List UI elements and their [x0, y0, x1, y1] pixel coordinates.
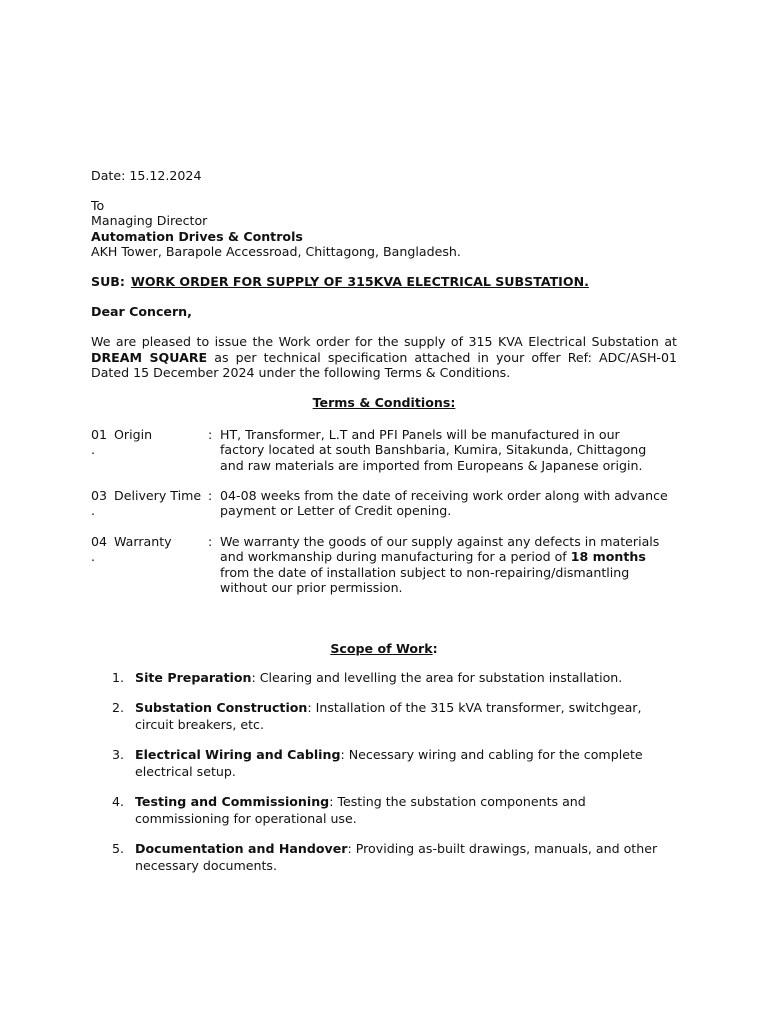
scope-item-text: : Providing as-built drawings, manuals, and other necessary documents. — [135, 840, 658, 874]
recipient-company: Automation Drives & Controls — [91, 228, 303, 244]
scope-item — [91, 840, 675, 875]
subject-text: WORK ORDER FOR SUPPLY OF 315KVA ELECTRICAL SUBSTATION. — [130, 274, 589, 290]
term-value — [220, 534, 677, 595]
term-value-line — [220, 549, 677, 564]
term-label: Origin — [114, 427, 153, 443]
term-value — [220, 488, 677, 518]
scope-item — [91, 669, 675, 687]
term-value-text: and workmanship during manufacturing for a period of — [220, 549, 571, 565]
intro-part2: as per technical specification attached in your offer Ref: ADC/ASH-01 Dated 15 December 2024 under the following Terms & Conditions. — [91, 349, 677, 380]
scope-item-title: Site Preparation — [135, 670, 252, 686]
intro-part1: We are pleased to issue the Work order for the supply of 315 KVA Electrical Substation at — [91, 334, 677, 350]
scope-list — [91, 669, 677, 875]
intro-bold: DREAM SQUARE — [91, 349, 208, 365]
subject-label: SUB: — [91, 274, 125, 290]
term-warranty — [91, 534, 677, 595]
term-number: 01 — [91, 427, 108, 443]
scope-heading-text: Scope of Work — [330, 641, 433, 657]
term-label: Delivery Time — [114, 488, 202, 504]
term-colon: : — [208, 427, 213, 443]
term-number: 04 — [91, 534, 108, 550]
term-dot: . — [91, 503, 96, 519]
term-value-line: factory located at south Banshbaria, Kumira, Sitakunda, Chittagong — [220, 442, 647, 458]
scope-item — [91, 746, 675, 781]
term-value-line: HT, Transformer, L.T and PFI Panels will be manufactured in our — [220, 427, 620, 443]
recipient-address: AKH Tower, Barapole Accessroad, Chittagong, Bangladesh. — [91, 243, 461, 259]
term-delivery-time — [91, 488, 677, 519]
scope-item-number: 4. — [112, 793, 125, 809]
subject-line — [91, 274, 677, 289]
scope-heading — [91, 641, 677, 656]
terms-heading-text: Terms & Conditions: — [312, 395, 456, 411]
scope-item-text: : Clearing and levelling the area for substation installation. — [251, 670, 623, 686]
term-value-line: payment or Letter of Credit opening. — [220, 503, 452, 519]
recipient-title: Managing Director — [91, 213, 208, 229]
scope-heading-colon: : — [432, 641, 438, 657]
term-value-line: We warranty the goods of our supply against any defects in materials — [220, 534, 660, 550]
letter-date: Date: 15.12.2024 — [91, 168, 202, 183]
scope-item-title: Testing and Commissioning — [135, 793, 330, 809]
term-value-bold: 18 months — [570, 549, 646, 565]
terms-heading — [91, 395, 677, 410]
term-value-line: from the date of installation subject to non-repairing/dismantling — [220, 564, 630, 580]
term-value — [220, 427, 677, 473]
scope-item — [91, 699, 675, 734]
term-label: Warranty — [114, 534, 172, 550]
scope-item-text: : Testing the substation components and commissioning for operational use. — [135, 793, 586, 827]
scope-item-number: 2. — [112, 699, 125, 715]
scope-item-title: Electrical Wiring and Cabling — [135, 746, 341, 762]
letter-page — [91, 168, 677, 887]
term-value-line: 04-08 weeks from the date of receiving work order along with advance — [220, 488, 668, 504]
scope-item-number: 1. — [112, 670, 125, 686]
scope-item-number: 3. — [112, 746, 125, 762]
intro-paragraph — [91, 334, 677, 380]
scope-item-text: : Installation of the 315 kVA transformer, switchgear, circuit breakers, etc. — [135, 699, 642, 733]
scope-item-title: Documentation and Handover — [135, 840, 348, 856]
term-dot: . — [91, 442, 96, 458]
term-colon: : — [208, 534, 213, 550]
recipient-to: To — [91, 198, 105, 214]
term-value-line: without our prior permission. — [220, 579, 403, 595]
term-value-line: and raw materials are imported from Europeans & Japanese origin. — [220, 457, 643, 473]
scope-item-number: 5. — [112, 840, 125, 856]
scope-item — [91, 793, 675, 828]
term-dot: . — [91, 549, 96, 565]
salutation: Dear Concern, — [91, 304, 192, 320]
term-origin — [91, 427, 677, 473]
term-number: 03 — [91, 488, 108, 504]
scope-item-text: : Necessary wiring and cabling for the complete electrical setup. — [135, 746, 643, 780]
term-colon: : — [208, 488, 213, 504]
scope-item-title: Substation Construction — [135, 699, 308, 715]
